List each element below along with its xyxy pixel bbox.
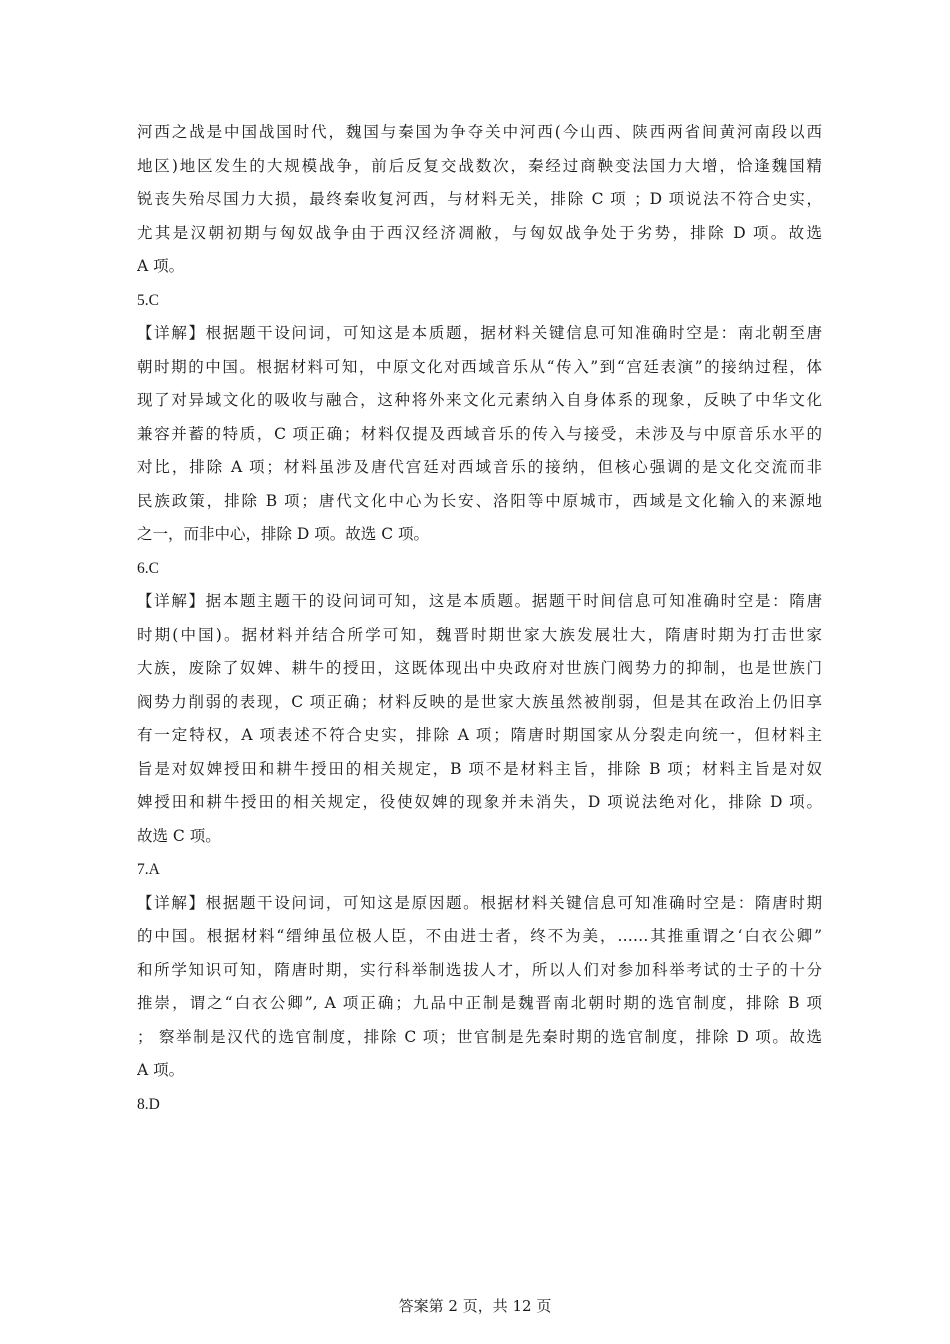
text-line: A 项。 (137, 1061, 185, 1079)
text-line: 河西之战是中国战国时代，魏国与秦国为争夺关中河西(今山西、陕西两省间黄河南段以西 (137, 123, 822, 141)
text-line: 有一定特权，A 项表述不符合史实，排除 A 项；隋唐时期国家从分裂走向统一，但材料主 (137, 726, 822, 744)
answer-content (137, 116, 822, 1121)
text-line: 【详解】根据题干设问词，可知这是本质题，据材料关键信息可知准确时空是：南北朝至唐 (137, 324, 822, 342)
text-line: 现了对异域文化的吸收与融合，这种将外来文化元素纳入自身体系的现象，反映了中华文化 (137, 391, 822, 409)
text-line: 之一，而非中心，排除 D 项。故选 C 项。 (137, 525, 429, 543)
question-number: 7.A (137, 861, 160, 878)
text-line: 民族政策，排除 B 项；唐代文化中心为长安、洛阳等中原城市，西域是文化输入的来源地 (137, 491, 822, 510)
text-line: 地区)地区发生的大规模战争，前后反复交战数次，秦经过商鞅变法国力大增，恰逢魏国精 (137, 156, 822, 175)
text-line: 兼容并蓄的特质，C 项正确；材料仅提及西域音乐的传入与接受，未涉及与中原音乐水平的 (137, 424, 822, 443)
text-line: 对比，排除 A 项；材料虽涉及唐代宫廷对西域音乐的接纳，但核心强调的是文化交流而非 (137, 458, 822, 476)
text-line: 锐丧失殆尽国力大损，最终秦收复河西，与材料无关，排除 C 项 ；D 项说法不符合史实， (137, 190, 822, 208)
text-line: 和所学知识可知，隋唐时期，实行科举制选拔人才，所以人们对参加科举考试的士子的十分 (137, 960, 822, 979)
text-line: 推崇，谓之“白衣公卿”, A 项正确；九品中正制是魏晋南北朝时期的选官制度，排除 B 项 (137, 994, 822, 1012)
text-line: ； 察举制是汉代的选官制度，排除 C 项；世官制是先秦时期的选官制度，排除 D 项。故选 (137, 1027, 822, 1046)
text-line: 旨是对奴婢授田和耕牛授田的相关规定，B 项不是材料主旨，排除 B 项；材料主旨是对奴 (137, 759, 822, 778)
text-line: 婢授田和耕牛授田的相关规定，役使奴婢的现象并未消失，D 项说法绝对化，排除 D 项。 (137, 793, 822, 811)
page-footer: 答案第 2 页，共 12 页 (398, 1297, 552, 1315)
text-line: 故选 C 项。 (137, 826, 221, 845)
text-line: 阀势力削弱的表现，C 项正确；材料反映的是世家大族虽然被削弱，但是其在政治上仍旧享 (137, 692, 822, 711)
text-line: 大族，废除了奴婢、耕牛的授田，这既体现出中央政府对世族门阀势力的抑制，也是世族门 (137, 659, 822, 677)
text-line: 【详解】据本题主题干的设问词可知，这是本质题。据题干时间信息可知准确时空是：隋唐 (137, 592, 822, 610)
text-line: 朝时期的中国。根据材料可知，中原文化对西域音乐从“传入”到“宫廷表演”的接纳过程，体 (137, 357, 822, 376)
text-line: 的中国。根据材料“缙绅虽位极人臣，不由进士者，终不为美，……其推重谓之‘白衣公卿” (137, 927, 822, 945)
question-number: 5.C (137, 291, 159, 309)
question-number: 6.C (137, 559, 159, 577)
text-line: 【详解】根据题干设问词，可知这是原因题。根据材料关键信息可知准确时空是：隋唐时期 (137, 893, 822, 912)
text-line: A 项。 (137, 257, 185, 275)
question-number: 8.D (137, 1095, 160, 1113)
text-line: 时期(中国)。据材料并结合所学可知，魏晋时期世家大族发展壮大，隋唐时期为打击世家 (137, 625, 822, 644)
text-line: 尤其是汉朝初期与匈奴战争由于西汉经济凋敝，与匈奴战争处于劣势，排除 D 项。故选 (137, 223, 822, 242)
